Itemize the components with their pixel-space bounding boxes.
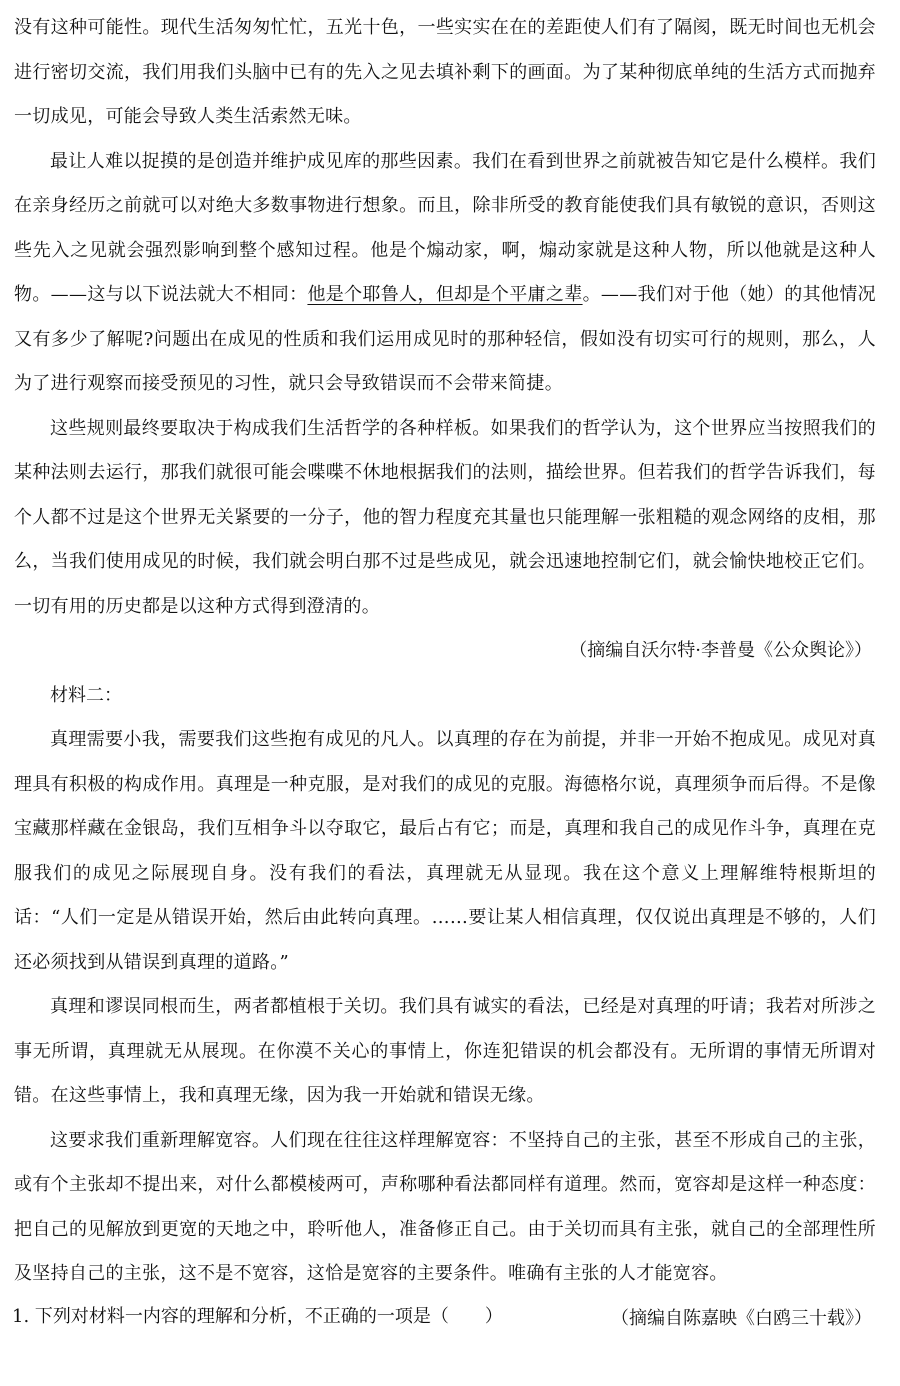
underlined-sentence: 他是个耶鲁人，但却是个平庸之辈 [307, 284, 583, 305]
material-two-heading: 材料二： [50, 684, 122, 706]
material-one-paragraph-2 [14, 140, 876, 407]
document-page [14, 0, 876, 1341]
material-two-paragraph-3: 这要求我们重新理解宽容。人们现在往往这样理解宽容：不坚持自己的主张，甚至不形成自己的主张，或有个主张却不提出来，对什么都模棱两可，声称哪种看法都同样有道理。然而，宽容却是这样一种态度：把自己的见解放到更宽的天地之中，聆听他人，准备修正自己。由于关切而具有主张，就自己的全部理性所及坚持自己的主张，这不是不宽容，这恰是宽容的主要条件。唯确有主张的人才能宽容。 [14, 1129, 876, 1284]
material-one-source: （摘编自沃尔特·李普曼《公众舆论》） [569, 640, 872, 661]
material-two-source: （摘编自陈嘉映《白鸥三十载》） [611, 1307, 872, 1329]
question-1: 1. 下列对材料一内容的理解和分析，不正确的一项是（ ） [12, 1306, 503, 1327]
material-one-paragraph-1: 没有这种可能性。现代生活匆匆忙忙，五光十色，一些实实在在的差距使人们有了隔阂，既无时间也无机会进行密切交流，我们用我们头脑中已有的先入之见去填补剩下的画面。为了某种彻底单纯的生活方式而抛弃一切成见，可能会导致人类生活索然无味。 [14, 17, 876, 127]
material-one-paragraph-2-text-b: 。——我们对于他（她）的其他情况又有多少了解呢?问题出在成见的性质和我们运用成见时的那种轻信，假如没有切实可行的规则，那么，人为了进行观察而接受预见的习性，就只会导致错误而不会带来简捷。 [14, 284, 876, 394]
material-one-paragraph-3: 这些规则最终要取决于构成我们生活哲学的各种样板。如果我们的哲学认为，这个世界应当按照我们的某种法则去运行，那我们就很可能会喋喋不休地根据我们的法则，描绘世界。但若我们的哲学告诉我们，每个人都不过是这个世界无关紧要的一分子，他的智力程度充其量也只能理解一张粗糙的观念网络的皮相，那么，当我们使用成见的时候，我们就会明白那不过是些成见，就会迅速地控制它们，就会愉快地校正它们。一切有用的历史都是以这种方式得到澄清的。 [14, 417, 876, 617]
material-two-paragraph-1: 真理需要小我，需要我们这些抱有成见的凡人。以真理的存在为前提，并非一开始不抱成见。成见对真理具有积极的构成作用。真理是一种克服，是对我们的成见的克服。海德格尔说，真理须争而后得。不是像宝藏那样藏在金银岛，我们互相争斗以夺取它，最后占有它；而是，真理和我自己的成见作斗争，真理在克服我们的成见之际展现自身。没有我们的看法，真理就无从显现。我在这个意义上理解维特根斯坦的话：“人们一定是从错误开始，然后由此转向真理。……要让某人相信真理，仅仅说出真理是不够的，人们还必须找到从错误到真理的道路。” [14, 729, 876, 973]
material-one-paragraph-2-text-a: 最让人难以捉摸的是创造并维护成见库的那些因素。我们在看到世界之前就被告知它是什么模样。我们在亲身经历之前就可以对绝大多数事物进行想象。而且，除非所受的教育能使我们具有敏锐的意识，否则这些先入之见就会强烈影响到整个感知过程。他是个煽动家，啊，煽动家就是这种人物，所以他就是这种人物。——这与以下说法就大不相同： [14, 150, 876, 305]
material-two-paragraph-2: 真理和谬误同根而生，两者都植根于关切。我们具有诚实的看法，已经是对真理的吁请；我若对所涉之事无所谓，真理就无从展现。在你漠不关心的事情上，你连犯错误的机会都没有。无所谓的事情无所谓对错。在这些事情上，我和真理无缘，因为我一开始就和错误无缘。 [14, 996, 876, 1106]
